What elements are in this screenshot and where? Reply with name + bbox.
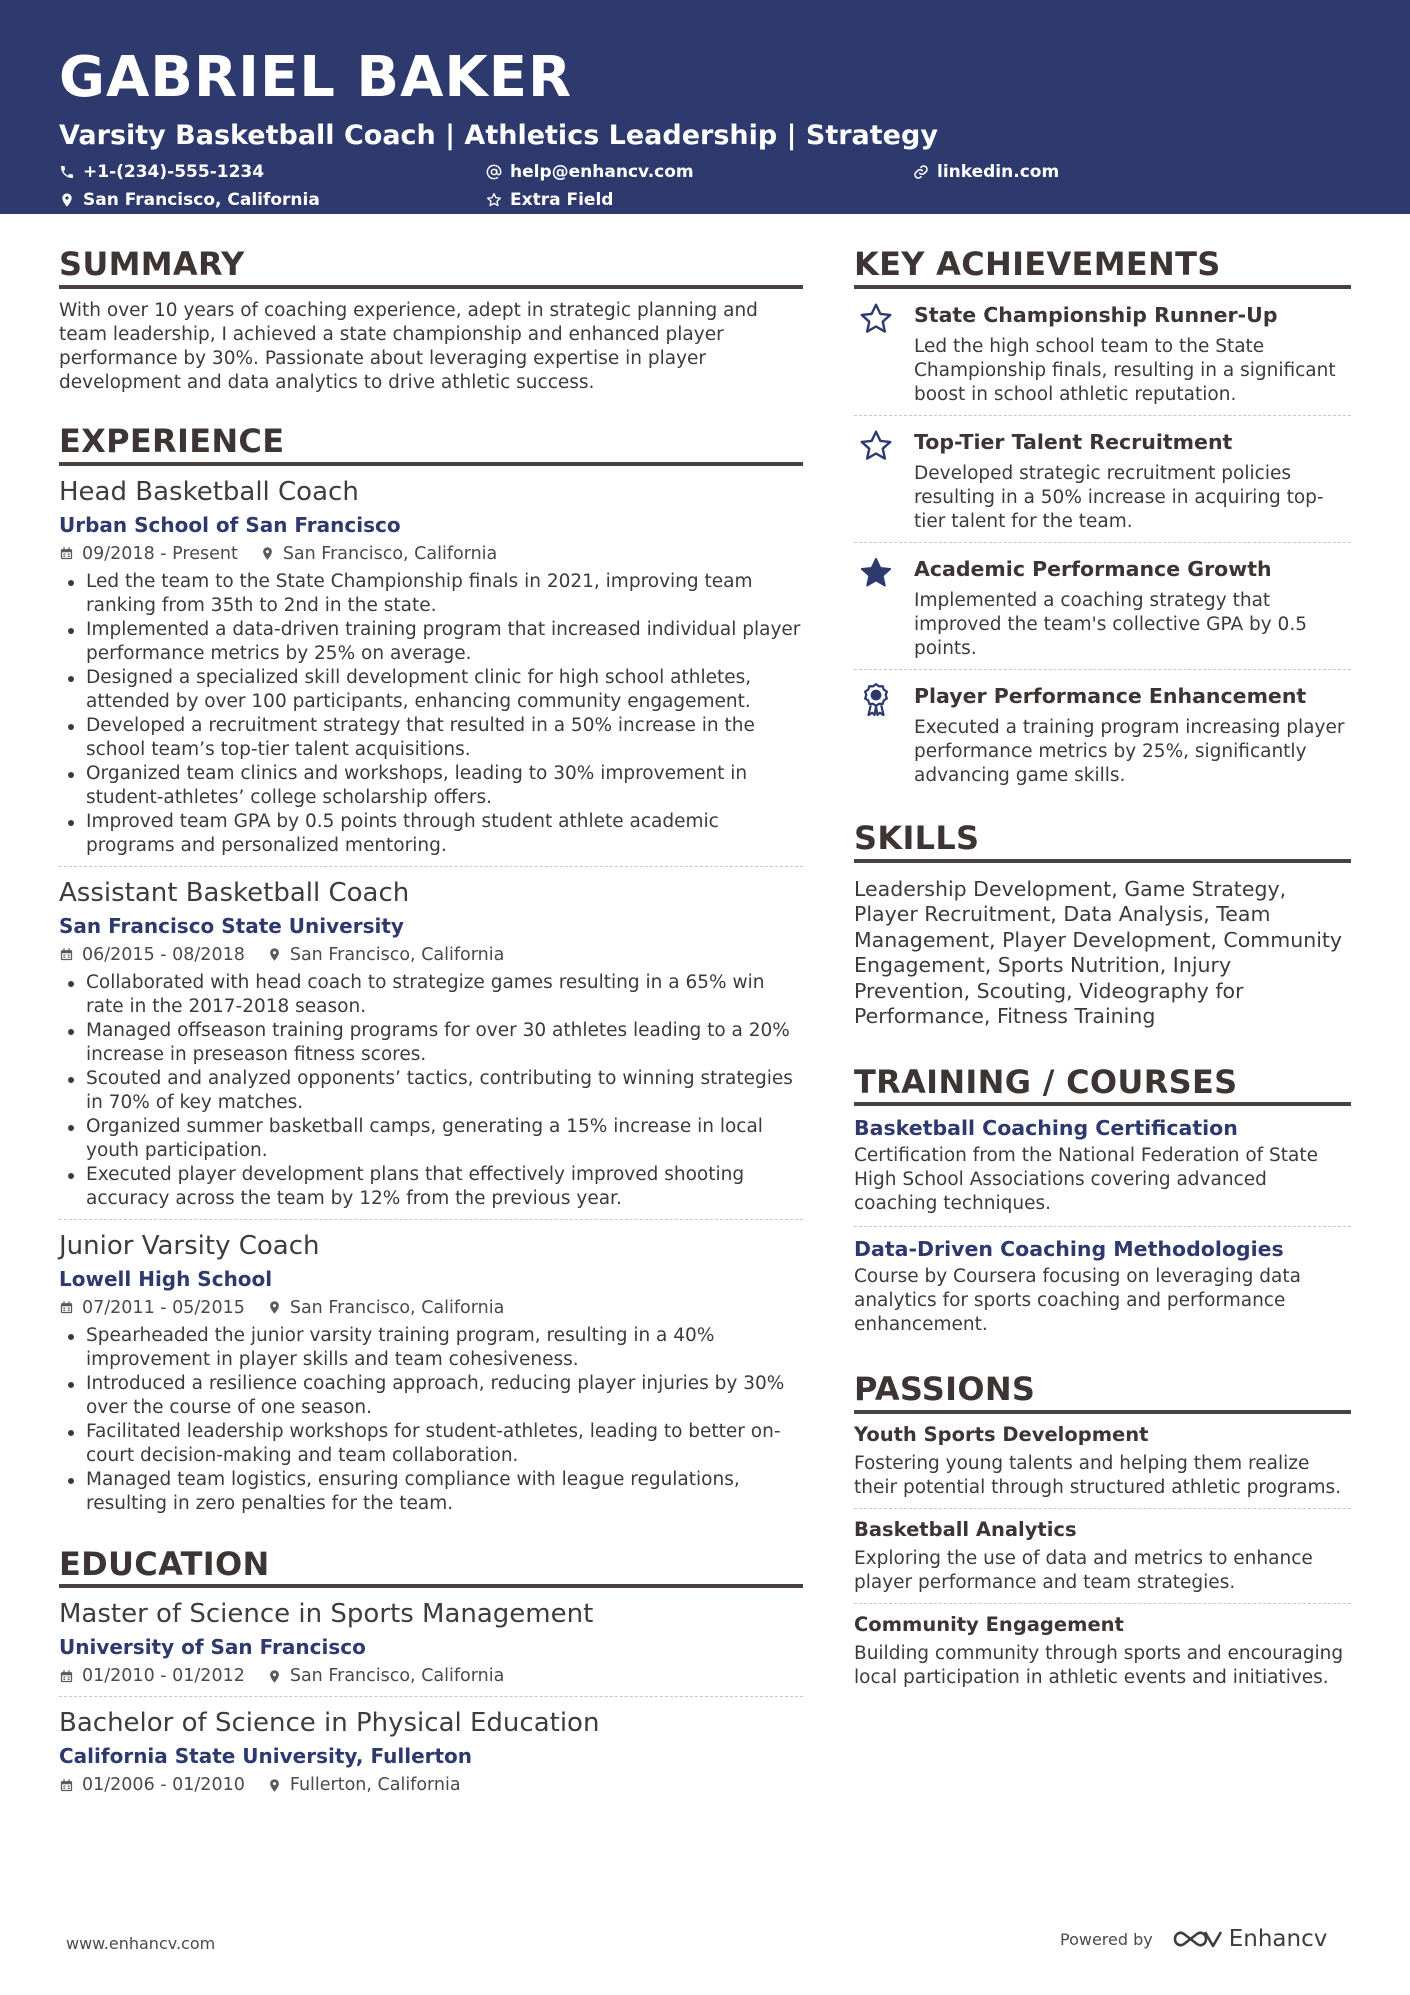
- achievement-item: [854, 670, 1351, 796]
- summary-heading: SUMMARY: [59, 246, 803, 289]
- degree-title: Bachelor of Science in Physical Education: [59, 1708, 600, 1739]
- training-section: [854, 1064, 1351, 1348]
- experience-section: [59, 423, 803, 1524]
- list-item: Executed player development plans that effectively improved shooting accuracy across the team by 12% from the previous year.: [59, 1163, 803, 1211]
- job-meta: [59, 943, 803, 967]
- passion-item: [854, 1509, 1351, 1604]
- calendar-icon: [59, 1778, 74, 1793]
- star-outline-icon: [858, 428, 894, 464]
- passion-desc: Building community through sports and encouraging local participation in athletic events and initiatives.: [854, 1643, 1344, 1689]
- extra-field-text: Extra Field: [510, 190, 614, 211]
- list-item: Organized team clinics and workshops, leading to 30% improvement in student-athletes’ college scholarship offers.: [59, 762, 803, 810]
- list-item: Organized summer basketball camps, generating a 15% increase in local youth participation.: [59, 1115, 803, 1163]
- job-dates-text: 09/2018 - Present: [82, 543, 238, 564]
- contact-extra: [486, 188, 913, 212]
- job-company: Urban School of San Francisco: [59, 512, 401, 537]
- achievement-body: [914, 682, 1351, 788]
- right-column: [854, 246, 1351, 1726]
- star-outline-icon: [486, 192, 502, 208]
- job-meta: [59, 1296, 803, 1320]
- education-location-text: Fullerton, California: [289, 1775, 461, 1796]
- passions-section: [854, 1371, 1351, 1698]
- job-title: Assistant Basketball Coach: [59, 877, 410, 908]
- contact-email[interactable]: [486, 160, 913, 184]
- skills-text: Leadership Development, Game Strategy, Player Recruitment, Data Analysis, Team Management, Player Development, Community Engagement, Sports Nutrition, Injury Prevention, Scouting, Videography for Performance, Fitness Training: [854, 876, 1343, 1029]
- education-location: [267, 1773, 461, 1797]
- linkedin-text: linkedin.com: [937, 162, 1060, 183]
- passions-heading: PASSIONS: [854, 1371, 1351, 1414]
- achievement-title: Top-Tier Talent Recruitment: [914, 429, 1233, 454]
- job-dates-text: 07/2011 - 05/2015: [82, 1297, 245, 1318]
- skills-heading: SKILLS: [854, 820, 1351, 863]
- education-dates: [59, 1664, 245, 1688]
- achievement-body: [914, 555, 1351, 661]
- summary-text: With over 10 years of coaching experience, adept in strategic planning and team leadership, I achieved a state championship and enhanced player performance by 30%. Passionate about leveraging expertise in player development and data analytics to drive athletic success.: [59, 299, 758, 393]
- location-pin-icon: [267, 947, 282, 962]
- contact-linkedin[interactable]: [913, 160, 1313, 184]
- phone-text: +1-(234)-555-1234: [83, 162, 265, 183]
- experience-heading: EXPERIENCE: [59, 423, 803, 466]
- education-meta: [59, 1773, 803, 1797]
- course-item: [854, 1227, 1351, 1347]
- resume-header: [0, 0, 1410, 214]
- candidate-headline: Varsity Basketball Coach | Athletics Leadership | Strategy: [59, 120, 938, 151]
- experience-entry: [59, 1220, 803, 1524]
- job-location: [267, 943, 504, 967]
- calendar-icon: [59, 947, 74, 962]
- achievement-desc: Led the high school team to the State Championship finals, resulting in a significant boost in school athletic reputation.: [914, 335, 1336, 405]
- email-text: help@enhancv.com: [510, 162, 694, 183]
- job-meta: [59, 542, 803, 566]
- location-pin-icon: [267, 1300, 282, 1315]
- training-heading: TRAINING / COURSES: [854, 1064, 1351, 1107]
- location-pin-icon: [59, 192, 75, 208]
- education-section: [59, 1546, 803, 1806]
- education-location-text: San Francisco, California: [289, 1666, 505, 1687]
- achievement-icon-wrap: [854, 428, 914, 534]
- education-dates-text: 01/2010 - 01/2012: [82, 1666, 245, 1687]
- job-dates: [59, 943, 245, 967]
- list-item: Implemented a data-driven training program that increased individual player performance metrics by 25% on average.: [59, 618, 803, 666]
- job-bullets: [59, 1324, 803, 1516]
- education-dates: [59, 1773, 245, 1797]
- location-text: San Francisco, California: [83, 190, 320, 211]
- list-item: Led the team to the State Championship finals in 2021, improving team ranking from 35th to 2nd in the state.: [59, 570, 803, 618]
- at-icon: [486, 164, 502, 180]
- job-company: San Francisco State University: [59, 913, 404, 938]
- list-item: Managed team logistics, ensuring compliance with league regulations, resulting in zero penalties for the team.: [59, 1468, 803, 1516]
- school-name: University of San Francisco: [59, 1635, 366, 1660]
- star-filled-icon: [858, 555, 894, 591]
- powered-by-text: Powered by: [1060, 1929, 1153, 1949]
- achievement-title: State Championship Runner-Up: [914, 302, 1278, 327]
- calendar-icon: [59, 546, 74, 561]
- achievement-icon-wrap: [854, 682, 914, 788]
- education-meta: [59, 1664, 803, 1688]
- job-location: [267, 1296, 504, 1320]
- job-location-text: San Francisco, California: [289, 1297, 505, 1318]
- course-item: [854, 1106, 1351, 1227]
- list-item: Improved team GPA by 0.5 points through student athlete academic programs and personalized mentoring.: [59, 810, 803, 858]
- summary-section: [59, 246, 803, 395]
- location-pin-icon: [260, 546, 275, 561]
- passion-desc: Fostering young talents and helping them realize their potential through structured athletic programs.: [854, 1453, 1342, 1499]
- job-bullets: [59, 971, 803, 1211]
- job-company: Lowell High School: [59, 1266, 273, 1291]
- job-dates-text: 06/2015 - 08/2018: [82, 944, 245, 965]
- job-title: Junior Varsity Coach: [59, 1230, 320, 1261]
- experience-entry: [59, 867, 803, 1220]
- passion-item: [854, 1604, 1351, 1698]
- achievement-item: [854, 289, 1351, 416]
- course-desc: Course by Coursera focusing on leveraging data analytics for sports coaching and performance enhancement.: [854, 1266, 1301, 1336]
- passion-title: Community Engagement: [854, 1613, 1124, 1637]
- link-icon: [913, 164, 929, 180]
- brand-logo[interactable]: [1171, 1926, 1328, 1952]
- achievement-item: [854, 416, 1351, 543]
- list-item: Spearheaded the junior varsity training program, resulting in a 40% improvement in player skills and team cohesiveness.: [59, 1324, 803, 1372]
- education-heading: EDUCATION: [59, 1546, 803, 1589]
- job-dates: [59, 1296, 245, 1320]
- education-dates-text: 01/2006 - 01/2010: [82, 1775, 245, 1796]
- list-item: Scouted and analyzed opponents’ tactics, contributing to winning strategies in 70% of key matches.: [59, 1067, 803, 1115]
- achievement-body: [914, 301, 1351, 407]
- achievement-body: [914, 428, 1351, 534]
- achievements-section: [854, 246, 1351, 796]
- footer-branding: [1060, 1926, 1327, 1952]
- phone-icon: [59, 164, 75, 180]
- contact-location: [59, 188, 486, 212]
- achievement-desc: Implemented a coaching strategy that improved the team's collective GPA by 0.5 points.: [914, 589, 1307, 659]
- school-name: California State University, Fullerton: [59, 1744, 473, 1769]
- achievement-desc: Developed strategic recruitment policies resulting in a 50% increase in acquiring top-tier talent for the team.: [914, 462, 1324, 532]
- course-title: Data-Driven Coaching Methodologies: [854, 1237, 1284, 1262]
- course-desc: Certification from the National Federation of State High School Associations covering advanced coaching techniques.: [854, 1145, 1318, 1215]
- achievement-desc: Executed a training program increasing player performance metrics by 25%, significantly advancing game skills.: [914, 716, 1345, 786]
- passion-title: Youth Sports Development: [854, 1423, 1149, 1447]
- list-item: Developed a recruitment strategy that resulted in a 50% increase in the school team’s top-tier talent acquisitions.: [59, 714, 803, 762]
- location-pin-icon: [267, 1778, 282, 1793]
- education-entry: [59, 1588, 803, 1697]
- experience-entry: [59, 466, 803, 867]
- award-medal-icon: [858, 682, 894, 718]
- achievements-heading: KEY ACHIEVEMENTS: [854, 246, 1351, 289]
- degree-title: Master of Science in Sports Management: [59, 1599, 594, 1630]
- job-location: [260, 542, 497, 566]
- passion-item: [854, 1414, 1351, 1509]
- footer-website[interactable]: www.enhancv.com: [66, 1934, 216, 1953]
- achievement-icon-wrap: [854, 301, 914, 407]
- achievement-icon-wrap: [854, 555, 914, 661]
- job-location-text: San Francisco, California: [289, 944, 505, 965]
- contact-phone[interactable]: [59, 160, 486, 184]
- candidate-name: GABRIEL BAKER: [59, 45, 573, 110]
- brand-name: Enhancv: [1228, 1926, 1328, 1952]
- list-item: Designed a specialized skill development clinic for high school athletes, attended by over 100 participants, enhancing community engagement.: [59, 666, 803, 714]
- calendar-icon: [59, 1669, 74, 1684]
- job-location-text: San Francisco, California: [282, 543, 498, 564]
- left-column: [59, 246, 803, 1833]
- list-item: Facilitated leadership workshops for student-athletes, leading to better on-court decision-making and team collaboration.: [59, 1420, 803, 1468]
- star-outline-icon: [858, 301, 894, 337]
- education-location: [267, 1664, 504, 1688]
- education-entry: [59, 1697, 803, 1805]
- location-pin-icon: [267, 1669, 282, 1684]
- contact-info: [59, 160, 1351, 212]
- calendar-icon: [59, 1300, 74, 1315]
- course-title: Basketball Coaching Certification: [854, 1116, 1238, 1141]
- enhancv-logo-icon: [1171, 1926, 1223, 1952]
- passion-desc: Exploring the use of data and metrics to enhance player performance and team strategies.: [854, 1548, 1313, 1594]
- skills-section: [854, 820, 1351, 1030]
- passion-title: Basketball Analytics: [854, 1518, 1077, 1542]
- list-item: Introduced a resilience coaching approach, reducing player injuries by 30% over the course of one season.: [59, 1372, 803, 1420]
- achievement-title: Academic Performance Growth: [914, 556, 1272, 581]
- achievement-item: [854, 543, 1351, 670]
- job-bullets: [59, 570, 803, 858]
- list-item: Managed offseason training programs for over 30 athletes leading to a 20% increase in preseason fitness scores.: [59, 1019, 803, 1067]
- list-item: Collaborated with head coach to strategize games resulting in a 65% win rate in the 2017-2018 season.: [59, 971, 803, 1019]
- job-title: Head Basketball Coach: [59, 476, 359, 507]
- job-dates: [59, 542, 238, 566]
- achievement-title: Player Performance Enhancement: [914, 683, 1307, 708]
